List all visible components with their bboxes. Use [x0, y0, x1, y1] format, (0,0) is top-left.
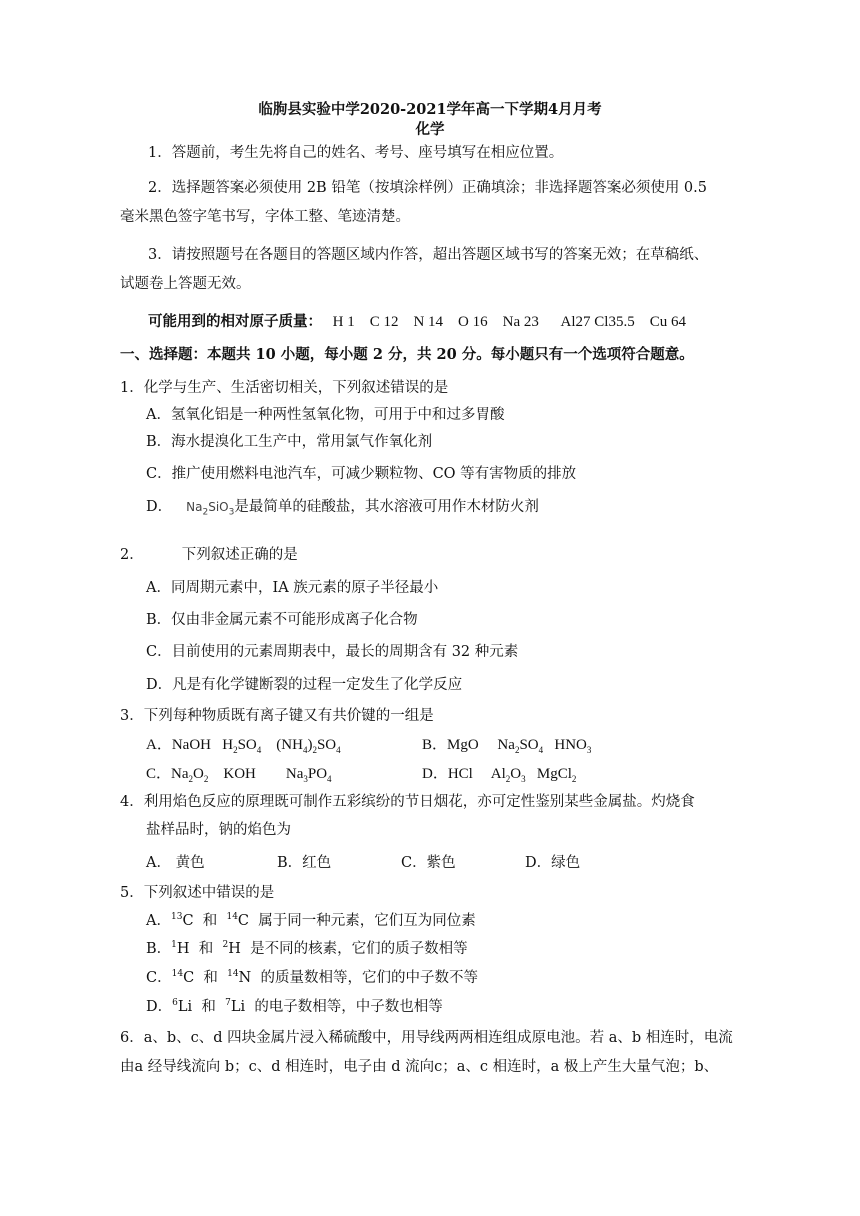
- q4-option-c: C．紫色: [401, 855, 456, 871]
- instruction-2b: 毫米黑色签字笔书写，字体工整、笔迹清楚。: [120, 209, 410, 225]
- q5-option-a: A．$^{13}$C 和 $^{14}$C 属于同一种元素，它们互为同位素: [146, 912, 476, 929]
- exam-subject: 化学: [415, 121, 445, 138]
- q1-option-b: B．海水提溴化工生产中，常用氯气作氧化剂: [146, 434, 433, 450]
- q5-option-d: D．$^6$Li 和 $^7$Li 的电子数相等，中子数也相等: [146, 998, 443, 1015]
- q3-option-d: D．HCl $Al_2O_3$ MgCl$_2$: [422, 766, 577, 784]
- q4-stem-line1: 4．利用焰色反应的原理既可制作五彩缤纷的节日烟花，亦可定性鉴别某些金属盐。灼烧食: [120, 794, 695, 810]
- instruction-1: 1．答题前，考生先将自己的姓名、考号、座号填写在相应位置。: [148, 145, 564, 161]
- q5-option-b: B．$^1$H 和 $^2$H 是不同的核素，它们的质子数相等: [146, 940, 468, 957]
- q2-option-b: B．仅由非金属元素不可能形成离子化合物: [146, 612, 418, 628]
- q2-option-a: A．同周期元素中，IA 族元素的原子半径最小: [146, 580, 439, 596]
- exam-title: 临朐县实验中学2020-2021学年高一下学期4月月考: [258, 101, 602, 118]
- section-1-heading: 一、选择题：本题共 10 小题，每小题 2 分，共 20 分。每小题只有一个选项符合题意。: [120, 346, 694, 363]
- atomic-mass-label: 可能用到的相对原子质量：: [148, 313, 322, 330]
- q1-stem: 1．化学与生产、生活密切相关，下列叙述错误的是: [120, 380, 449, 396]
- q1-option-c: C．推广使用燃料电池汽车，可减少颗粒物、CO 等有害物质的排放: [146, 466, 577, 482]
- q4-option-d: D．绿色: [525, 855, 581, 871]
- q5-option-c: C．$^{14}$C 和 $^{14}$N 的质量数相等，它们的中子数不等: [146, 969, 478, 986]
- q4-option-a: A． 黄色: [146, 855, 205, 871]
- q3-option-c: C．$Na_2O_2$ KOH $Na_3PO_4$: [146, 766, 332, 784]
- instruction-3b: 试题卷上答题无效。: [120, 276, 251, 292]
- q2-option-c: C．目前使用的元素周期表中，最长的周期含有 32 种元素: [146, 644, 519, 660]
- atomic-mass-line: [148, 312, 686, 332]
- q3-option-a: A．NaOH $H_2SO_4$ $(NH_4)_2SO_4$: [146, 737, 341, 755]
- instruction-3a: 3．请按照题号在各题目的答题区域内作答，超出答题区域书写的答案无效；在草稿纸、: [148, 247, 709, 263]
- q5-stem: 5．下列叙述中错误的是: [120, 885, 275, 901]
- q6-line2: 由a 经导线流向 b；c、d 相连时，电子由 d 流向c；a、c 相连时，a 极上产生大量气泡；b、: [120, 1059, 719, 1075]
- q4-option-b: B．红色: [277, 855, 332, 871]
- q4-stem-line2: 盐样品时，钠的焰色为: [146, 822, 291, 838]
- q3-stem: 3．下列每种物质既有离子键又有共价键的一组是: [120, 708, 434, 724]
- q3-option-b: B．MgO $Na_2SO_4$ $HNO_3$: [422, 737, 592, 755]
- q1-option-d: D． $Na_2SiO_3$是最简单的硅酸盐，其水溶液可用作木材防火剂: [146, 499, 539, 518]
- atomic-mass-values: H 1 C 12 N 14 O 16 Na 23 Al27 Cl35.5 Cu 64: [332, 314, 686, 330]
- instruction-2a: 2．选择题答案必须使用 2B 铅笔（按填涂样例）正确填涂；非选择题答案必须使用 0.5: [148, 180, 707, 196]
- q6-line1: 6．a、b、c、d 四块金属片浸入稀硫酸中，用导线两两相连组成原电池。若 a、b 相连时，电流: [120, 1030, 733, 1046]
- q2-option-d: D．凡是有化学键断裂的过程一定发生了化学反应: [146, 677, 463, 693]
- q1-option-a: A．氢氧化铝是一种两性氢氧化物，可用于中和过多胃酸: [146, 407, 505, 423]
- q2-stem: 2． 下列叙述正确的是: [120, 547, 298, 563]
